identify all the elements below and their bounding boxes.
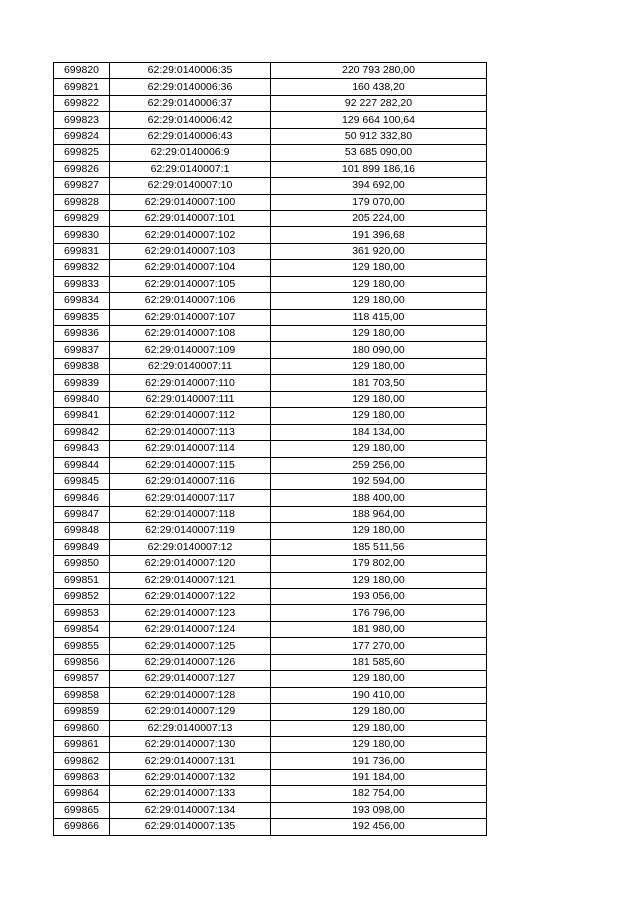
- row-number-cell: 699855: [54, 638, 110, 654]
- table-row: [54, 506, 487, 522]
- row-number-cell: 699846: [54, 490, 110, 506]
- cadastral-number-cell: 62:29:0140007:124: [110, 621, 271, 637]
- table-row: [54, 638, 487, 654]
- cadastral-number-cell: 62:29:0140007:103: [110, 243, 271, 259]
- cadastral-value-cell: 129 180,00: [271, 408, 487, 424]
- table-row: [54, 605, 487, 621]
- row-number-cell: 699848: [54, 523, 110, 539]
- cadastral-number-cell: 62:29:0140007:123: [110, 605, 271, 621]
- cadastral-number-cell: 62:29:0140007:115: [110, 457, 271, 473]
- table-row: [54, 769, 487, 785]
- row-number-cell: 699843: [54, 441, 110, 457]
- cadastral-number-cell: 62:29:0140007:122: [110, 589, 271, 605]
- row-number-cell: 699820: [54, 63, 110, 79]
- cadastral-value-cell: 180 090,00: [271, 342, 487, 358]
- row-number-cell: 699830: [54, 227, 110, 243]
- cadastral-number-cell: 62:29:0140007:121: [110, 572, 271, 588]
- cadastral-value-cell: 184 134,00: [271, 424, 487, 440]
- row-number-cell: 699826: [54, 161, 110, 177]
- row-number-cell: 699823: [54, 112, 110, 128]
- table-row: [54, 753, 487, 769]
- cadastral-number-cell: 62:29:0140007:134: [110, 802, 271, 818]
- table-row: [54, 161, 487, 177]
- cadastral-value-cell: 361 920,00: [271, 243, 487, 259]
- cadastral-number-cell: 62:29:0140007:126: [110, 654, 271, 670]
- cadastral-value-cell: 118 415,00: [271, 309, 487, 325]
- cadastral-value-cell: 192 456,00: [271, 819, 487, 835]
- cadastral-number-cell: 62:29:0140006:43: [110, 128, 271, 144]
- cadastral-value-cell: 205 224,00: [271, 210, 487, 226]
- cadastral-value-cell: 129 180,00: [271, 260, 487, 276]
- cadastral-number-cell: 62:29:0140007:131: [110, 753, 271, 769]
- cadastral-value-table: [53, 62, 487, 836]
- cadastral-number-cell: 62:29:0140007:111: [110, 391, 271, 407]
- cadastral-number-cell: 62:29:0140007:130: [110, 736, 271, 752]
- table-row: [54, 112, 487, 128]
- cadastral-number-cell: 62:29:0140006:37: [110, 95, 271, 111]
- table-row: [54, 457, 487, 473]
- row-number-cell: 699839: [54, 375, 110, 391]
- cadastral-number-cell: 62:29:0140007:135: [110, 819, 271, 835]
- table-row: [54, 687, 487, 703]
- cadastral-value-cell: 191 736,00: [271, 753, 487, 769]
- row-number-cell: 699866: [54, 819, 110, 835]
- cadastral-value-cell: 191 396,68: [271, 227, 487, 243]
- cadastral-number-cell: 62:29:0140007:132: [110, 769, 271, 785]
- cadastral-number-cell: 62:29:0140007:1: [110, 161, 271, 177]
- cadastral-value-cell: 50 912 332,80: [271, 128, 487, 144]
- cadastral-value-cell: 129 180,00: [271, 276, 487, 292]
- cadastral-number-cell: 62:29:0140007:13: [110, 720, 271, 736]
- cadastral-value-cell: 181 585,60: [271, 654, 487, 670]
- table-body: [54, 63, 487, 836]
- table-row: [54, 375, 487, 391]
- row-number-cell: 699845: [54, 473, 110, 489]
- row-number-cell: 699834: [54, 293, 110, 309]
- table-row: [54, 786, 487, 802]
- cadastral-value-cell: 177 270,00: [271, 638, 487, 654]
- cadastral-number-cell: 62:29:0140007:107: [110, 309, 271, 325]
- row-number-cell: 699829: [54, 210, 110, 226]
- row-number-cell: 699864: [54, 786, 110, 802]
- row-number-cell: 699858: [54, 687, 110, 703]
- row-number-cell: 699851: [54, 572, 110, 588]
- table-row: [54, 539, 487, 555]
- row-number-cell: 699853: [54, 605, 110, 621]
- cadastral-number-cell: 62:29:0140007:133: [110, 786, 271, 802]
- cadastral-value-cell: 129 180,00: [271, 720, 487, 736]
- table-row: [54, 342, 487, 358]
- table-row: [54, 391, 487, 407]
- row-number-cell: 699854: [54, 621, 110, 637]
- cadastral-number-cell: 62:29:0140006:35: [110, 63, 271, 79]
- table-row: [54, 424, 487, 440]
- table-row: [54, 227, 487, 243]
- row-number-cell: 699850: [54, 556, 110, 572]
- row-number-cell: 699825: [54, 145, 110, 161]
- cadastral-value-cell: 129 180,00: [271, 326, 487, 342]
- cadastral-value-cell: 129 180,00: [271, 293, 487, 309]
- row-number-cell: 699849: [54, 539, 110, 555]
- cadastral-value-cell: 129 664 100,64: [271, 112, 487, 128]
- cadastral-number-cell: 62:29:0140007:104: [110, 260, 271, 276]
- cadastral-number-cell: 62:29:0140007:119: [110, 523, 271, 539]
- cadastral-value-cell: 179 802,00: [271, 556, 487, 572]
- cadastral-value-cell: 182 754,00: [271, 786, 487, 802]
- table-row: [54, 819, 487, 835]
- cadastral-number-cell: 62:29:0140007:112: [110, 408, 271, 424]
- cadastral-value-cell: 181 980,00: [271, 621, 487, 637]
- cadastral-value-cell: 176 796,00: [271, 605, 487, 621]
- table-row: [54, 523, 487, 539]
- row-number-cell: 699862: [54, 753, 110, 769]
- table-row: [54, 210, 487, 226]
- cadastral-value-cell: 190 410,00: [271, 687, 487, 703]
- cadastral-number-cell: 62:29:0140007:127: [110, 671, 271, 687]
- cadastral-value-cell: 129 180,00: [271, 391, 487, 407]
- table-row: [54, 260, 487, 276]
- cadastral-number-cell: 62:29:0140007:105: [110, 276, 271, 292]
- cadastral-number-cell: 62:29:0140007:118: [110, 506, 271, 522]
- cadastral-value-cell: 220 793 280,00: [271, 63, 487, 79]
- cadastral-value-cell: 394 692,00: [271, 178, 487, 194]
- row-number-cell: 699863: [54, 769, 110, 785]
- row-number-cell: 699835: [54, 309, 110, 325]
- row-number-cell: 699841: [54, 408, 110, 424]
- cadastral-value-cell: 53 685 090,00: [271, 145, 487, 161]
- cadastral-value-cell: 160 438,20: [271, 79, 487, 95]
- cadastral-number-cell: 62:29:0140006:42: [110, 112, 271, 128]
- cadastral-number-cell: 62:29:0140007:10: [110, 178, 271, 194]
- cadastral-value-cell: 129 180,00: [271, 441, 487, 457]
- cadastral-value-cell: 129 180,00: [271, 704, 487, 720]
- cadastral-value-cell: 191 184,00: [271, 769, 487, 785]
- table-row: [54, 671, 487, 687]
- row-number-cell: 699842: [54, 424, 110, 440]
- cadastral-number-cell: 62:29:0140007:100: [110, 194, 271, 210]
- row-number-cell: 699827: [54, 178, 110, 194]
- row-number-cell: 699821: [54, 79, 110, 95]
- table-row: [54, 720, 487, 736]
- table-row: [54, 358, 487, 374]
- table-row: [54, 95, 487, 111]
- row-number-cell: 699836: [54, 326, 110, 342]
- cadastral-value-cell: 101 899 186,16: [271, 161, 487, 177]
- cadastral-value-cell: 192 594,00: [271, 473, 487, 489]
- cadastral-number-cell: 62:29:0140007:11: [110, 358, 271, 374]
- table-row: [54, 736, 487, 752]
- cadastral-number-cell: 62:29:0140007:110: [110, 375, 271, 391]
- row-number-cell: 699852: [54, 589, 110, 605]
- table-row: [54, 621, 487, 637]
- table-row: [54, 194, 487, 210]
- row-number-cell: 699857: [54, 671, 110, 687]
- cadastral-number-cell: 62:29:0140006:9: [110, 145, 271, 161]
- row-number-cell: 699828: [54, 194, 110, 210]
- cadastral-number-cell: 62:29:0140007:129: [110, 704, 271, 720]
- row-number-cell: 699865: [54, 802, 110, 818]
- table-row: [54, 490, 487, 506]
- row-number-cell: 699837: [54, 342, 110, 358]
- table-row: [54, 63, 487, 79]
- cadastral-number-cell: 62:29:0140007:106: [110, 293, 271, 309]
- row-number-cell: 699847: [54, 506, 110, 522]
- cadastral-value-cell: 193 098,00: [271, 802, 487, 818]
- table-row: [54, 572, 487, 588]
- cadastral-value-cell: 181 703,50: [271, 375, 487, 391]
- cadastral-number-cell: 62:29:0140006:36: [110, 79, 271, 95]
- row-number-cell: 699840: [54, 391, 110, 407]
- cadastral-number-cell: 62:29:0140007:117: [110, 490, 271, 506]
- table-row: [54, 128, 487, 144]
- row-number-cell: 699833: [54, 276, 110, 292]
- row-number-cell: 699831: [54, 243, 110, 259]
- cadastral-number-cell: 62:29:0140007:113: [110, 424, 271, 440]
- row-number-cell: 699859: [54, 704, 110, 720]
- cadastral-number-cell: 62:29:0140007:12: [110, 539, 271, 555]
- table-row: [54, 326, 487, 342]
- cadastral-number-cell: 62:29:0140007:128: [110, 687, 271, 703]
- row-number-cell: 699832: [54, 260, 110, 276]
- cadastral-value-cell: 188 964,00: [271, 506, 487, 522]
- row-number-cell: 699822: [54, 95, 110, 111]
- table-row: [54, 654, 487, 670]
- cadastral-value-cell: 188 400,00: [271, 490, 487, 506]
- table-row: [54, 243, 487, 259]
- cadastral-value-cell: 193 056,00: [271, 589, 487, 605]
- cadastral-value-cell: 179 070,00: [271, 194, 487, 210]
- row-number-cell: 699856: [54, 654, 110, 670]
- cadastral-number-cell: 62:29:0140007:108: [110, 326, 271, 342]
- table-row: [54, 441, 487, 457]
- cadastral-value-cell: 185 511,56: [271, 539, 487, 555]
- table-row: [54, 589, 487, 605]
- table-row: [54, 309, 487, 325]
- table-row: [54, 178, 487, 194]
- cadastral-value-cell: 129 180,00: [271, 671, 487, 687]
- cadastral-number-cell: 62:29:0140007:101: [110, 210, 271, 226]
- row-number-cell: 699824: [54, 128, 110, 144]
- cadastral-number-cell: 62:29:0140007:114: [110, 441, 271, 457]
- cadastral-number-cell: 62:29:0140007:109: [110, 342, 271, 358]
- table-row: [54, 704, 487, 720]
- table-row: [54, 556, 487, 572]
- cadastral-value-cell: 92 227 282,20: [271, 95, 487, 111]
- cadastral-value-cell: 259 256,00: [271, 457, 487, 473]
- table-row: [54, 276, 487, 292]
- cadastral-number-cell: 62:29:0140007:116: [110, 473, 271, 489]
- cadastral-value-cell: 129 180,00: [271, 572, 487, 588]
- table-row: [54, 408, 487, 424]
- table-row: [54, 473, 487, 489]
- row-number-cell: 699861: [54, 736, 110, 752]
- cadastral-value-cell: 129 180,00: [271, 523, 487, 539]
- table-row: [54, 79, 487, 95]
- row-number-cell: 699838: [54, 358, 110, 374]
- cadastral-value-cell: 129 180,00: [271, 736, 487, 752]
- row-number-cell: 699844: [54, 457, 110, 473]
- table-row: [54, 293, 487, 309]
- row-number-cell: 699860: [54, 720, 110, 736]
- cadastral-number-cell: 62:29:0140007:102: [110, 227, 271, 243]
- cadastral-number-cell: 62:29:0140007:120: [110, 556, 271, 572]
- table-row: [54, 802, 487, 818]
- cadastral-number-cell: 62:29:0140007:125: [110, 638, 271, 654]
- cadastral-value-cell: 129 180,00: [271, 358, 487, 374]
- table-row: [54, 145, 487, 161]
